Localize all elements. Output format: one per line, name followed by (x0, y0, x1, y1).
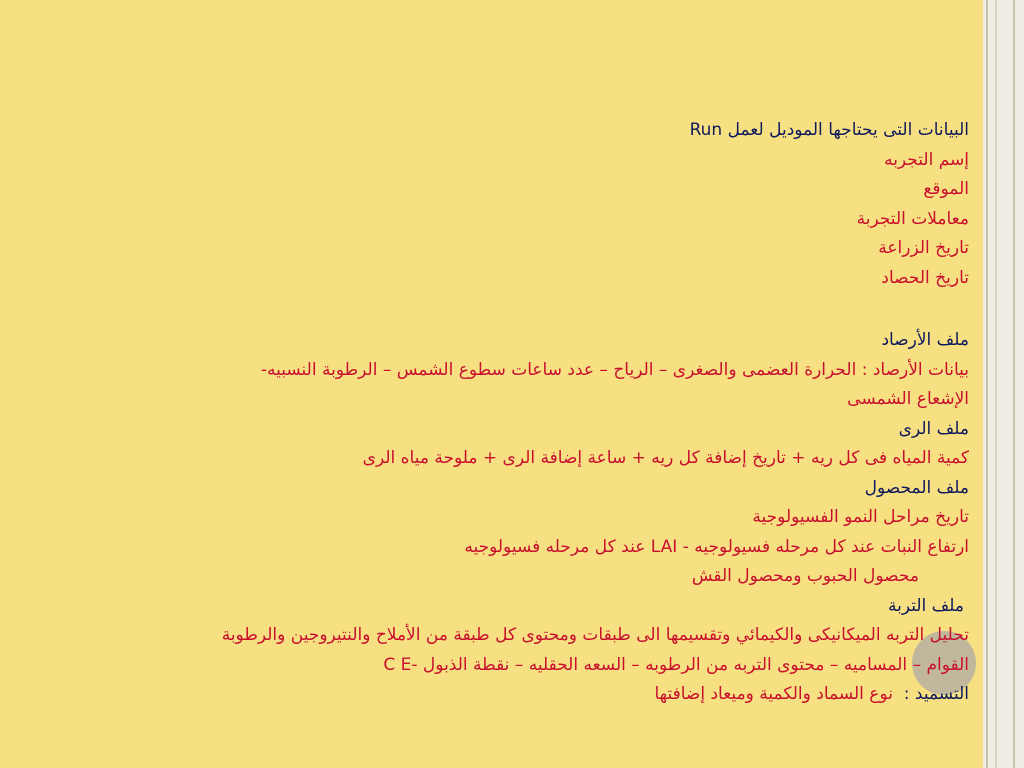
harvest-date: تاريخ الحصاد (881, 267, 969, 288)
soil-analysis-1: تحليل التربه الميكانيكى والكيمائي وتقسيمها الى طبقات ومحتوى كل طبقة من الأملاح والنتيروجين والرطوبة (221, 625, 969, 645)
border-line (995, 0, 997, 768)
irrigation-data: كمية المياه فى كل ريه + تاريخ إضافة كل ريه + ساعة إضافة الرى + ملوحة مياه الرى (362, 448, 969, 468)
fertilization-line (69, 680, 969, 710)
spacer (69, 293, 969, 326)
irrigation-file-heading: ملف الرى (898, 418, 969, 439)
treatments: معاملات التجربة (856, 208, 969, 229)
location: الموقع (923, 179, 969, 199)
weather-file-heading: ملف الأرصاد (881, 330, 969, 350)
soil-analysis-2: القوام – المساميه – محتوى التربه من الرطوبه – السعه الحقليه – نقطة الذبول -C E (383, 654, 969, 675)
plant-height: ارتفاع النبات عند كل مرحله فسيولوجيه - LAI عند كل مرحله فسيولوجيه (464, 536, 969, 557)
fertilization-detail: نوع السماد والكمية وميعاد إضافتها (654, 684, 893, 704)
fertilization-label: التسميد : (903, 684, 969, 704)
border-line (1013, 0, 1015, 768)
soil-file-heading: ملف التربة (888, 595, 964, 616)
model-data-heading: البيانات التى يحتاجها الموديل لعمل Run (689, 120, 969, 140)
experiment-name: إسم التجربه (884, 149, 969, 170)
grain-yield: محصول الحبوب ومحصول القش (691, 566, 919, 586)
weather-data: بيانات الأرصاد : الحرارة العضمى والصغرى – الرياح – عدد ساعات سطوع الشمس – الرطوبة النسبيه- (260, 359, 969, 380)
border-line (986, 0, 988, 768)
slide-text-body (69, 116, 969, 710)
slide-border-strip (983, 0, 1024, 768)
planting-date: تاريخ الزراعة (878, 238, 969, 258)
crop-file-heading: ملف المحصول (864, 477, 969, 498)
growth-stages: تاريخ مراحل النمو الفسيولوجية (752, 507, 969, 527)
solar-radiation: الإشعاع الشمسى (847, 389, 969, 409)
